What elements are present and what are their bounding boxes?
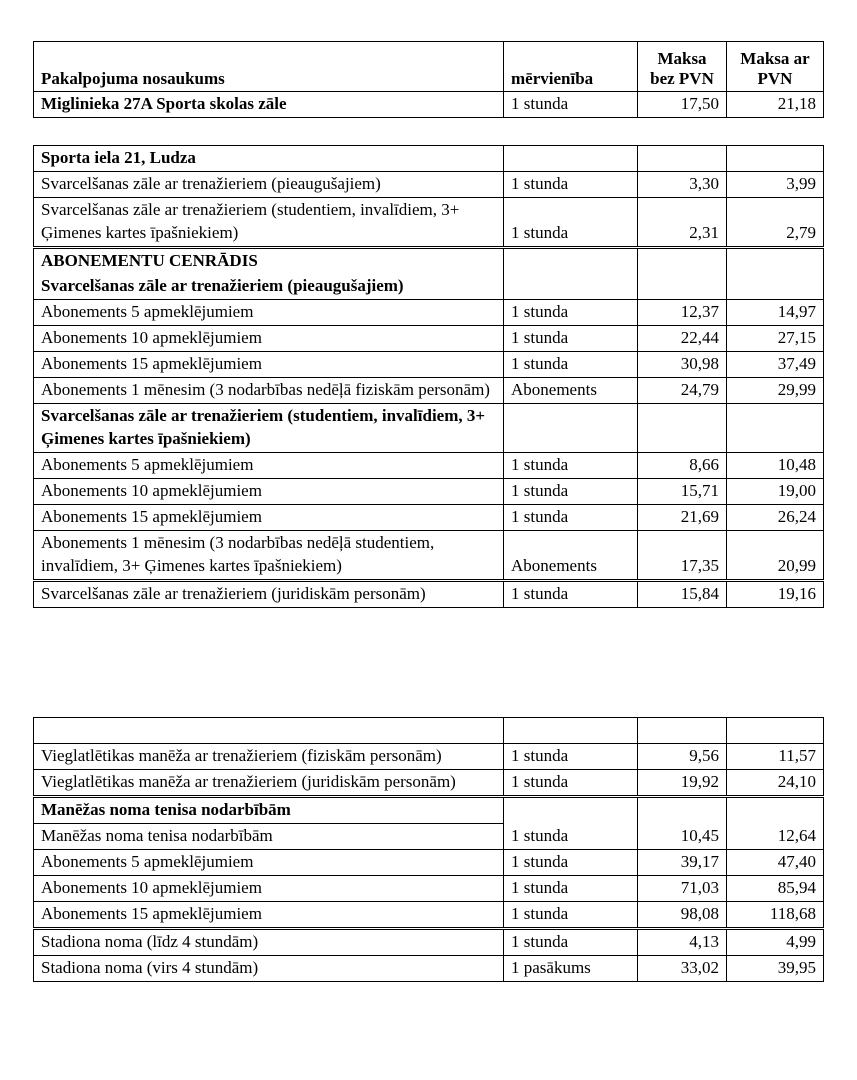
row-price-vat: 20,99	[727, 531, 824, 581]
table-row	[34, 876, 824, 902]
row-unit: Abonements	[504, 531, 638, 581]
row-unit: 1 pasākums	[504, 956, 638, 982]
section-title: Sporta iela 21, Ludza	[34, 146, 504, 172]
row-name: Abonements 5 apmeklējumiem	[34, 850, 504, 876]
row-name: Abonements 5 apmeklējumiem	[34, 300, 504, 326]
row-price-vat: 2,79	[727, 198, 824, 248]
subsection-title: Svarcelšanas zāle ar trenažieriem (studentiem, invalīdiem, 3+ Ģimenes kartes īpašniekiem)	[34, 404, 504, 453]
row-price-vat: 29,99	[727, 378, 824, 404]
row-price-no-vat: 39,17	[638, 850, 727, 876]
row-price-no-vat: 9,56	[638, 744, 727, 770]
row-name: Abonements 5 apmeklējumiem	[34, 453, 504, 479]
row-name: Abonements 15 apmeklējumiem	[34, 505, 504, 531]
row-unit: 1 stunda	[504, 581, 638, 608]
row-unit: Abonements	[504, 378, 638, 404]
row-price-no-vat: 21,69	[638, 505, 727, 531]
table-row	[34, 300, 824, 326]
row-price-no-vat: 19,92	[638, 770, 727, 797]
row-price-no-vat: 30,98	[638, 352, 727, 378]
row-unit: 1 stunda	[504, 172, 638, 198]
table-row	[34, 326, 824, 352]
subscription-title: ABONEMENTU CENRĀDIS	[34, 248, 504, 275]
row-price-no-vat: 3,30	[638, 172, 727, 198]
section-title-row	[34, 146, 824, 172]
subsection-title: Manēžas noma tenisa nodarbībām	[34, 797, 504, 824]
row-unit: 1 stunda	[504, 505, 638, 531]
row-unit: 1 stunda	[504, 770, 638, 797]
price-table-sporta-iela	[33, 145, 824, 608]
row-price-vat: 37,49	[727, 352, 824, 378]
price-table-manezha	[33, 717, 824, 982]
row-price-no-vat: 24,79	[638, 378, 727, 404]
row-price-vat: 85,94	[727, 876, 824, 902]
row-unit: 1 stunda	[504, 453, 638, 479]
row-price-no-vat: 15,84	[638, 581, 727, 608]
subsection-title-row	[34, 404, 824, 453]
header-service-name: Pakalpojuma nosaukums	[34, 42, 504, 92]
table-row	[34, 531, 824, 581]
row-price-vat: 47,40	[727, 850, 824, 876]
row-price-no-vat: 10,45	[638, 824, 727, 850]
row-price-no-vat: 12,37	[638, 300, 727, 326]
subsection-title-row	[34, 274, 824, 300]
table-row	[34, 505, 824, 531]
table-row	[34, 744, 824, 770]
row-unit: 1 stunda	[504, 352, 638, 378]
table-row	[34, 929, 824, 956]
row-price-vat: 26,24	[727, 505, 824, 531]
row-unit: 1 stunda	[504, 824, 638, 850]
row-name: Stadiona noma (līdz 4 stundām)	[34, 929, 504, 956]
row-price-no-vat: 33,02	[638, 956, 727, 982]
row-price-no-vat: 8,66	[638, 453, 727, 479]
row-unit: 1 stunda	[504, 744, 638, 770]
row-price-vat: 11,57	[727, 744, 824, 770]
row-price-vat: 21,18	[727, 92, 824, 118]
table-row	[34, 352, 824, 378]
row-name: Abonements 1 mēnesim (3 nodarbības nedēļā fiziskām personām)	[34, 378, 504, 404]
table-header-row	[34, 42, 824, 92]
row-price-no-vat: 17,35	[638, 531, 727, 581]
row-price-vat: 4,99	[727, 929, 824, 956]
row-name: Abonements 10 apmeklējumiem	[34, 876, 504, 902]
row-price-vat: 10,48	[727, 453, 824, 479]
row-unit: 1 stunda	[504, 929, 638, 956]
empty-row	[34, 718, 824, 744]
row-price-vat: 39,95	[727, 956, 824, 982]
table-row	[34, 956, 824, 982]
row-name: Abonements 10 apmeklējumiem	[34, 326, 504, 352]
row-price-vat: 3,99	[727, 172, 824, 198]
row-unit: 1 stunda	[504, 479, 638, 505]
row-price-no-vat: 71,03	[638, 876, 727, 902]
subsection-title: Svarcelšanas zāle ar trenažieriem (pieaugušajiem)	[34, 274, 504, 300]
row-name: Svarcelšanas zāle ar trenažieriem (pieaugušajiem)	[34, 172, 504, 198]
row-price-vat: 27,15	[727, 326, 824, 352]
row-price-vat: 12,64	[727, 824, 824, 850]
header-price-vat: Maksa ar PVN	[727, 42, 824, 92]
row-name: Miglinieka 27A Sporta skolas zāle	[34, 92, 504, 118]
row-price-vat: 118,68	[727, 902, 824, 929]
table-row	[34, 824, 824, 850]
row-price-no-vat: 98,08	[638, 902, 727, 929]
table-row	[34, 479, 824, 505]
row-name: Abonements 10 apmeklējumiem	[34, 479, 504, 505]
row-price-vat: 14,97	[727, 300, 824, 326]
header-unit: mērvienība	[504, 42, 638, 92]
price-table-miglinieka	[33, 41, 824, 118]
row-price-vat: 19,00	[727, 479, 824, 505]
subsection-title-row	[34, 797, 824, 824]
row-unit: 1 stunda	[504, 876, 638, 902]
row-name: Manēžas noma tenisa nodarbībām	[34, 824, 504, 850]
row-name: Vieglatlētikas manēža ar trenažieriem (juridiskām personām)	[34, 770, 504, 797]
row-price-vat: 24,10	[727, 770, 824, 797]
row-price-no-vat: 2,31	[638, 198, 727, 248]
row-name: Abonements 15 apmeklējumiem	[34, 902, 504, 929]
row-unit: 1 stunda	[504, 326, 638, 352]
row-unit: 1 stunda	[504, 198, 638, 248]
header-price-no-vat: Maksa bez PVN	[638, 42, 727, 92]
row-unit: 1 stunda	[504, 850, 638, 876]
row-price-no-vat: 15,71	[638, 479, 727, 505]
row-unit: 1 stunda	[504, 300, 638, 326]
row-price-no-vat: 17,50	[638, 92, 727, 118]
row-price-no-vat: 4,13	[638, 929, 727, 956]
table-row	[34, 378, 824, 404]
table-row	[34, 453, 824, 479]
row-unit: 1 stunda	[504, 902, 638, 929]
table-row	[34, 770, 824, 797]
row-name: Vieglatlētikas manēža ar trenažieriem (fiziskām personām)	[34, 744, 504, 770]
row-price-vat: 19,16	[727, 581, 824, 608]
row-name: Abonements 15 apmeklējumiem	[34, 352, 504, 378]
row-unit: 1 stunda	[504, 92, 638, 118]
row-name: Stadiona noma (virs 4 stundām)	[34, 956, 504, 982]
row-name: Abonements 1 mēnesim (3 nodarbības nedēļā studentiem, invalīdiem, 3+ Ģimenes kartes īpašniekiem)	[34, 531, 504, 581]
table-row	[34, 581, 824, 608]
table-row	[34, 172, 824, 198]
subscription-title-row	[34, 248, 824, 275]
table-row	[34, 92, 824, 118]
row-price-no-vat: 22,44	[638, 326, 727, 352]
table-row	[34, 902, 824, 929]
table-row	[34, 850, 824, 876]
table-row	[34, 198, 824, 248]
row-name: Svarcelšanas zāle ar trenažieriem (juridiskām personām)	[34, 581, 504, 608]
row-name: Svarcelšanas zāle ar trenažieriem (studentiem, invalīdiem, 3+ Ģimenes kartes īpašniekiem)	[34, 198, 504, 248]
